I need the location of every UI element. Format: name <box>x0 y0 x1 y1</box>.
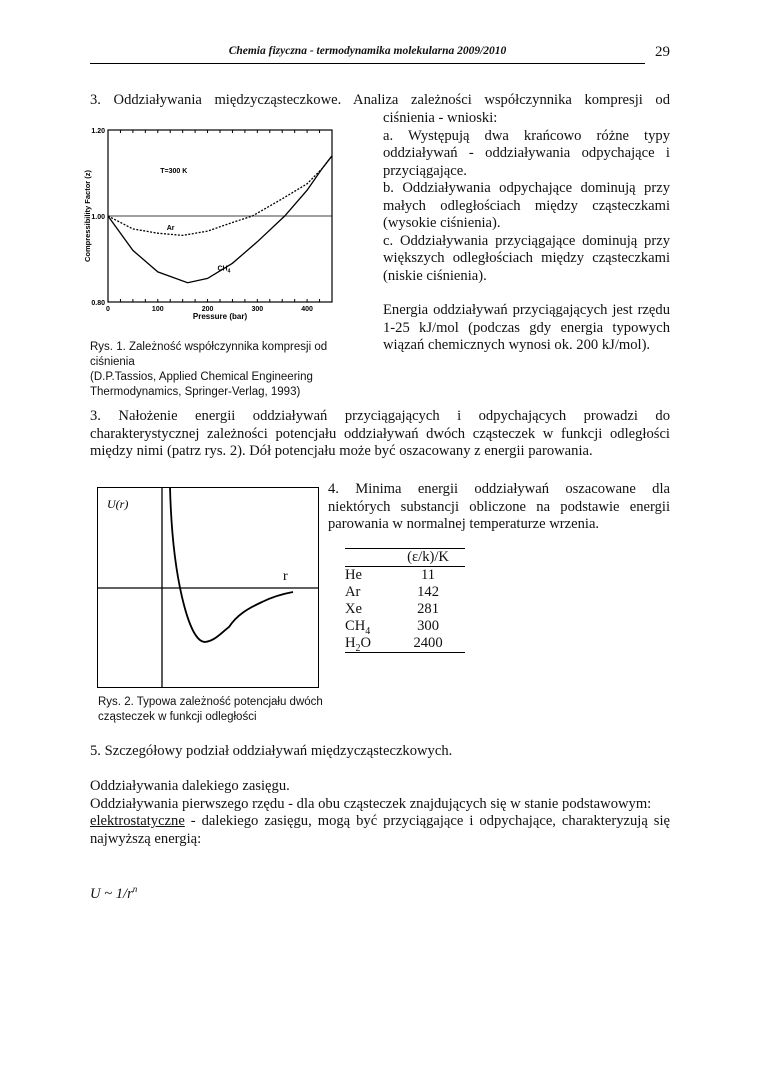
table-row <box>345 635 465 653</box>
caption-line: Thermodynamics, Springer-Verlag, 1993) <box>90 386 301 398</box>
section-3-potential: 3. Nałożenie energii oddziaływań przyciągających i odpychających prowadzi do charakterystycznej zależności potencjału oddziaływań dwóch cząsteczek w funkcji odległości między nimi (patrz rys. 2). Dół potencjału może być oszacowany z energii parowania. <box>90 408 670 459</box>
conclusions-intro: ciśnienia - wnioski: <box>383 110 498 126</box>
y-axis-label: U(r) <box>107 497 129 511</box>
substance: Ar <box>345 584 361 600</box>
series-label-ar: Ar <box>166 225 175 233</box>
conclusions <box>383 110 670 355</box>
table-row <box>345 618 465 635</box>
energy-minima-table <box>345 548 465 653</box>
table-row <box>345 584 465 601</box>
section-5-body <box>90 778 670 848</box>
x-tick-label: 400 <box>301 306 313 313</box>
table-row <box>345 601 465 618</box>
caption-line: Rys. 2. Typowa zależność potencjału dwóch <box>98 696 323 708</box>
compressibility-chart <box>80 118 350 333</box>
series-ch4-line <box>108 156 332 283</box>
paragraph-text: - dalekiego zasięgu, mogą być przyciągające i odpychające, charakteryzują się najwyższą energią: <box>90 813 670 847</box>
conclusion-b: b. Oddziaływania odpychające dominują przy małych odległościach między cząsteczkami (wysokie ciśnienia). <box>383 180 670 231</box>
subscript: 4 <box>227 268 231 275</box>
formula-variable: r <box>127 886 133 902</box>
substance: Xe <box>345 601 363 617</box>
paragraph: Oddziaływania dalekiego zasięgu. <box>90 778 290 794</box>
formula: CH <box>345 618 366 634</box>
substance <box>345 618 391 635</box>
conclusion-a: a. Występują dwa krańcowo różne typy oddziaływań - oddziaływania odpychające i przyciągające. <box>383 127 670 179</box>
value: 281 <box>417 601 439 617</box>
figure-2-caption <box>98 695 358 725</box>
formula <box>90 886 137 904</box>
table-row <box>345 567 465 585</box>
potential-figure <box>97 487 320 689</box>
y-tick-label: 1.20 <box>91 128 105 135</box>
section-5-title: 5. Szczegółowy podział oddziaływań międzycząsteczkowych. <box>90 743 453 759</box>
page-number: 29 <box>655 44 670 60</box>
y-tick-label: 1.00 <box>91 214 105 221</box>
formula-exponent: n <box>132 884 138 895</box>
x-tick-label: 200 <box>201 306 214 313</box>
subscript: 2 <box>355 642 361 654</box>
temperature-annotation: T=300 K <box>160 168 188 175</box>
caption-line: cząsteczek w funkcji odległości <box>98 711 257 723</box>
subscript: 4 <box>365 625 371 637</box>
x-axis-label: r <box>283 569 288 584</box>
section-4-text: 4. Minima energii oddziaływań oszacowane dla niektórych substancji obliczone na podstawie energii parowania w normalnej temperaturze wrzenia. <box>328 481 670 532</box>
x-tick-label: 0 <box>106 306 110 313</box>
caption-line: (D.P.Tassios, Applied Chemical Engineering <box>90 371 313 383</box>
series-ar-line <box>108 156 332 236</box>
section-3-lead: 3. Oddziaływania międzycząsteczkowe. Analiza zależności współczynnika kompresji od <box>90 92 670 108</box>
series-label-ch4: $CH_4$ <box>217 265 231 275</box>
x-tick-label: 100 <box>151 306 164 313</box>
y-tick-label: 0.80 <box>91 300 105 307</box>
paragraph: Oddziaływania pierwszego rzędu - dla obu cząsteczek znajdujących się w stanie podstawowym: <box>90 795 652 812</box>
paragraph <box>90 813 670 848</box>
figure-1-caption <box>90 340 360 400</box>
column-header: (ε/k)/K <box>407 549 449 565</box>
value: 2400 <box>413 635 443 651</box>
running-header: Chemia fizyczna - termodynamika molekularna 2009/2010 <box>90 43 645 64</box>
value: 300 <box>417 618 439 634</box>
substance <box>345 635 391 653</box>
x-axis-label: Pressure (bar) <box>192 312 248 321</box>
formula-text: U ~ 1/ <box>90 886 128 902</box>
potential-curve <box>170 487 293 642</box>
value: 142 <box>417 584 439 600</box>
caption-line: Rys. 1. Zależność współczynnika kompresji od ciśnienia <box>90 341 328 368</box>
x-tick-label: 300 <box>251 306 264 313</box>
y-axis-label: Compressibility Factor (z) <box>83 169 92 263</box>
substance: He <box>345 567 363 583</box>
energy-paragraph: Energia oddziaływań przyciągających jest rzędu 1-25 kJ/mol (podczas gdy energia typowych wiązań chemicznych wynosi ok. 200 kJ/mol). <box>383 302 670 353</box>
formula: H <box>345 635 356 651</box>
value: 11 <box>421 567 436 583</box>
conclusion-c: c. Oddziaływania przyciągające dominują przy większych odległościach między cząsteczkami (niskie ciśnienia). <box>383 232 670 284</box>
electrostatic-term: elektrostatyczne <box>90 813 185 829</box>
formula: O <box>360 635 372 651</box>
